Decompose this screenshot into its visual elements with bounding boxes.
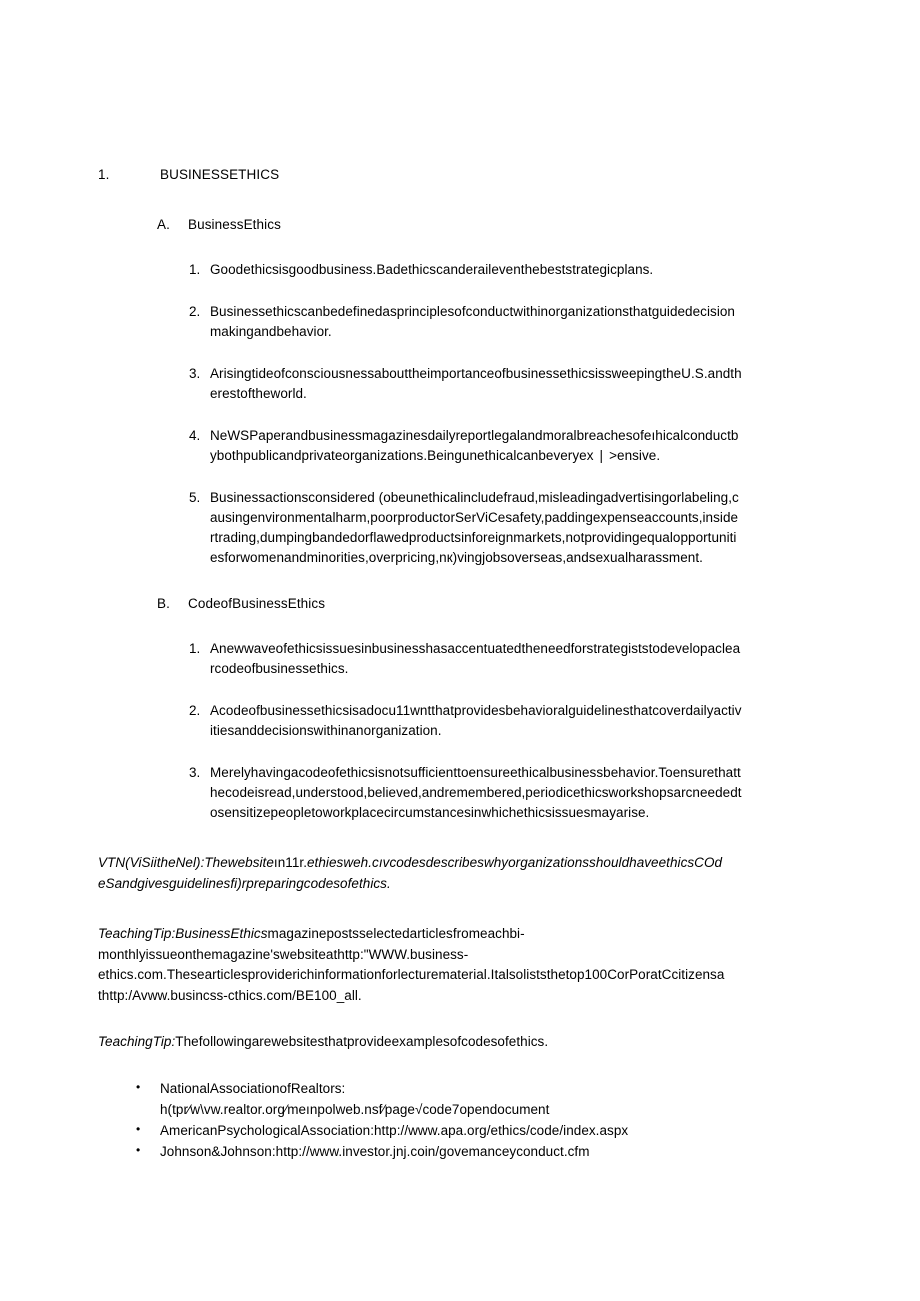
list-item-marker: 1. [189, 262, 201, 278]
list-item-marker: 3. [189, 765, 201, 781]
outline-level1-title: BUSINESSETHICS [160, 167, 280, 182]
list-item-text-part: NeWSPaperandbusinessmagazinesdailyreportlegalandmoralbreachesofeıhicalconductb ybothpublicandprivateorganizations.Beingunethicalcanbeveryex [210, 427, 739, 463]
spacer [0, 342, 920, 364]
outline-section-a-title: BusinessEthics [188, 216, 281, 232]
outline-section-a-marker: A. [157, 216, 170, 232]
outline-item [0, 763, 920, 823]
spacer [0, 568, 920, 594]
list-item [0, 1121, 920, 1142]
spacer [0, 280, 920, 302]
outline-item [0, 639, 920, 679]
list-item-marker: 5. [189, 489, 201, 505]
vtn-note [0, 853, 920, 894]
spacer [0, 894, 920, 924]
list-item-marker: 3. [189, 366, 201, 382]
spacer [0, 466, 920, 488]
list-item-label: NationalAssociationofRealtors: [160, 1080, 346, 1096]
ethics-code-links-list [0, 1079, 920, 1163]
outline-level1-heading [0, 165, 920, 185]
list-item [0, 1079, 920, 1121]
outline-item [0, 364, 920, 404]
teaching-tip-2-body: Thefollowingarewebsitesthatprovideexamplesofcodesofethics. [175, 1034, 549, 1050]
outline-level1-marker: 1. [98, 167, 110, 182]
list-item-text: ArisingtideofconsciousnessabouttheimportanceofbusinessethicsissweepingtheU.S.andth erestoftheworld. [210, 366, 742, 401]
list-item-url[interactable]: h(tpr⁄w\vw.realtor.org⁄meınpolweb.nsf⁄page√code7opendocument [160, 1101, 550, 1117]
list-item-text [210, 426, 820, 466]
list-item-text-part: >ensive. [609, 447, 661, 463]
list-item-text: Goodethicsisgoodbusiness.Badethicscanderaileventhebeststrategicplans. [210, 262, 654, 278]
list-item-text: Anewwaveofethicsissuesinbusinesshasaccentuatedtheneedforstrategiststodevelopaclea rcodeofbusinessethics. [210, 641, 741, 677]
scan-artifact-bar: | [599, 447, 604, 463]
spacer [0, 741, 920, 763]
vtn-note-lead: VTN(ViSiitheNel):Thewebsite [98, 855, 274, 871]
spacer [0, 1006, 920, 1032]
spacer [0, 823, 920, 853]
bullet-icon: • [136, 1079, 141, 1094]
list-item-marker: 4. [189, 427, 201, 443]
list-item-text: Businessethicscanbedefinedasprinciplesofconductwithinorganizationsthatguidedecision makingandbehavior. [210, 304, 735, 340]
spacer [0, 1053, 920, 1079]
list-item-marker: 2. [189, 703, 201, 719]
bullet-icon: • [136, 1142, 141, 1157]
bullet-icon: • [136, 1121, 141, 1136]
list-item-marker: 2. [189, 304, 201, 320]
list-item-label[interactable]: AmericanPsychologicalAssociation:http://www.apa.org/ethics/code/index.aspx [160, 1122, 629, 1138]
teaching-tip-1-body: magazinepostsselectedarticlesfromeachbi-monthlyissueonthemagazine'swebsiteathttp:"WWW.business-ethics.com.Thesearticlesproviderichinformationforlecturematerial.Italsoliststhetop100CorPoratCcitizensa thttp:/Avww.busincss-cthics.com/BE100_all. [98, 926, 725, 1003]
outline-section-b-marker: B. [157, 595, 170, 611]
outline-section-b-title: CodeofBusinessEthics [188, 595, 326, 611]
spacer [0, 613, 920, 639]
outline-item [0, 701, 920, 741]
teaching-tip-2-lead: TeachingTip: [98, 1034, 176, 1050]
spacer [0, 185, 920, 215]
outline-section-a-heading [0, 215, 920, 235]
teaching-tip-1 [0, 924, 920, 1006]
teaching-tip-1-lead: TeachingTip:BusinessEthics [98, 926, 268, 942]
list-item-text: Merelyhavingacodeofethicsisnotsufficienttoensureethicalbusinessbehavior.Toensurethatt hecodeisread,understood,believed,andremembered,periodicethicsworkshopsarcneededt osensitizepeopletoworkplacecircumstancesinwhichethicsissuesmayarise. [210, 765, 742, 821]
outline-item [0, 260, 920, 280]
list-item-text: Acodeofbusinessethicsisadocu11wntthatprovidesbehavioralguidelinesthatcoverdailyactiv itiesanddecisionswithinanorganization. [210, 703, 742, 739]
vtn-note-mid: ın11r. [273, 855, 307, 871]
outline-item [0, 426, 920, 466]
vtn-note-rest: ethiesweh.cıvcodesdescribeswhyorganizationsshouldhaveethicsCOd eSandgivesguidelinesfi)rpreparingcodesofethics. [98, 855, 723, 891]
list-item-marker: 1. [189, 641, 201, 657]
teaching-tip-2 [0, 1032, 920, 1053]
list-item [0, 1142, 920, 1163]
outline-item [0, 302, 920, 342]
outline-item [0, 488, 920, 568]
spacer [0, 234, 920, 260]
outline-section-b-heading [0, 594, 920, 614]
spacer [0, 679, 920, 701]
spacer [0, 404, 920, 426]
list-item-text: Businessactionsconsidered (obeunethicalincludefraud,misleadingadvertisingorlabeling,c ausingenvironmentalharm,poorproductorSerViCesafety,paddingexpenseaccounts,inside rtrading,dumpingbandedorflawedproductsinforeignmarkets,notprovidingequalopportuniti esforwomenandminorities,overpricing,nк)vingjobsoverseas,andsexualharassment. [210, 489, 739, 565]
list-item-label[interactable]: Johnson&Johnson:http://www.investor.jnj.coin/govemanceyconduct.cfm [160, 1143, 590, 1159]
